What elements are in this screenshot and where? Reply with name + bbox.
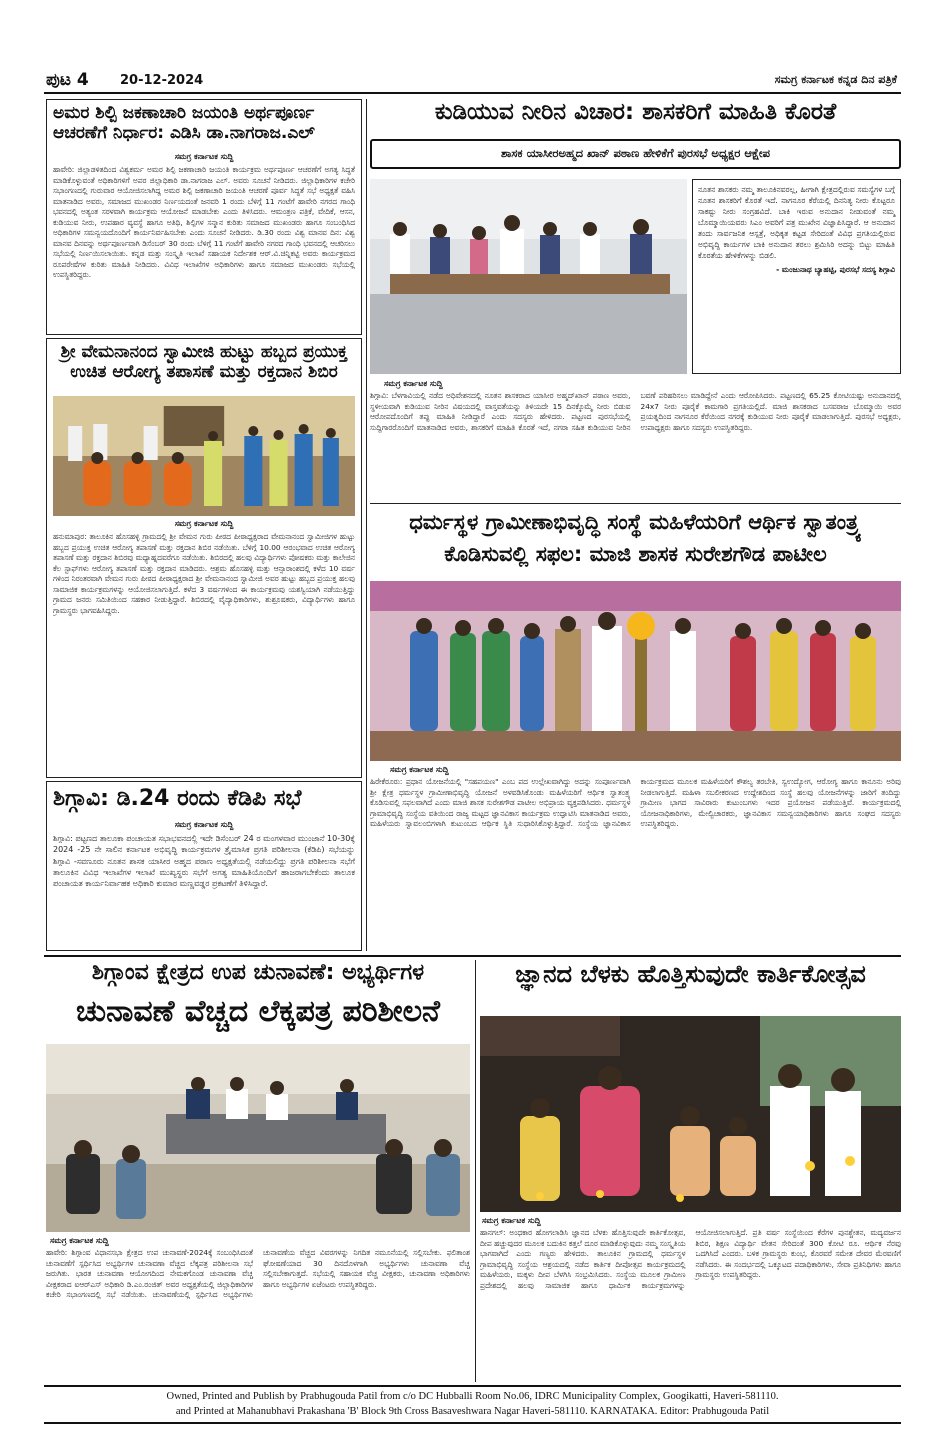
header-rule bbox=[44, 92, 901, 94]
imprint-line-1: Owned, Printed and Publish by Prabhugouda Patil from c/o DC Hubballi Room No.06, IDRC Municipality Complex, Googikatti, Haveri-581110. bbox=[166, 1391, 779, 1402]
footer-rule-top bbox=[44, 1385, 901, 1387]
article-health-camp bbox=[46, 338, 362, 778]
column-divider bbox=[366, 99, 367, 951]
byline: ಸಮಗ್ರ ಕರ್ನಾಟಕ ಸುದ್ದಿ bbox=[50, 1236, 109, 1245]
article-water bbox=[370, 99, 901, 499]
byline: ಸಮಗ್ರ ಕರ್ನಾಟಕ ಸುದ್ದಿ bbox=[482, 1216, 541, 1225]
headline: ಕುಡಿಯುವ ನೀರಿನ ವಿಚಾರ: ಶಾಸಕರಿಗೆ ಮಾಹಿತಿ ಕೊರತೆ bbox=[434, 99, 837, 125]
election-meeting-photo bbox=[46, 1044, 470, 1232]
byline: ಸಮಗ್ರ ಕರ್ನಾಟಕ ಸುದ್ದಿ bbox=[174, 820, 234, 829]
headline: ಜ್ಞಾನದ ಬೆಳಕು ಹೊತ್ತಿಸುವುದೇ ಕಾರ್ತಿಕೋತ್ಸವ bbox=[515, 960, 866, 988]
article-body: ಶಿಗ್ಗಾವಿ: ಬೆಳಗಾವಿಯಲ್ಲಿ ನಡೆದ ಅಧಿವೇಶನದಲ್ಲಿ ನೂತನ ಶಾಸಕರಾದ ಯಾಸೀರ ಅಹ್ಮದ್‌ಖಾನ್ ಪಠಾಣ ಅವರು, ಸ್ಥಳೀಯವಾಗಿ ಕುಡಿಯುವ ನೀರಿನ ವಿಷಯದಲ್ಲಿ ವಾಸ್ತವತೆಯನ್ನು ತಿಳಿಯದೇ 15 ದಿನಕ್ಕೊಮ್ಮೆ ನೀರು ಬಿಡುವ ಆರೋಪದೊಂದಿಗೆ ತಪ್ಪು ಮಾಹಿತಿ ನೀಡಿದ್ದಾರೆ ಎಂದು ಸದಸ್ಯರು ಹೇಳಿದರು. ಪಟ್ಟಣದ ಪುರಸಭೆಯಲ್ಲಿ ಸುದ್ದಿಗಾರರೊಂದಿಗೆ ಮಾತನಾಡಿದ ಅವರು, ಶಾಸಕರಿಗೆ ಮಾಹಿತಿ ಕೊರತೆ ಇದೆ, ನಗರಾ ಸಹಿತ ಕುಡಿಯುವ ನೀರಿನ ಬವಣೆ ಪರಿಹರಿಸಲು ಮಾಡಿದ್ದೇನೆ ಎಂದು ಆರೋಪಿಸಿದರು. ಪಟ್ಟಣದಲ್ಲಿ 65.25 ಕೋಟಿಯಷ್ಟು ಅನುದಾನದಲ್ಲಿ 24x7 ನೀರು ಪೂರೈಕೆ ಕಾಮಗಾರಿ ಪ್ರಗತಿಯಲ್ಲಿದೆ. ಮಾಜಿ ಶಾಸಕರಾದ ಬಸವರಾಜ ಬೊಮ್ಮಾಯಿ ಅವರ ಪ್ರಯತ್ನದಿಂದ ನಾಗನೂರ ಕೆರೆಯಿಂದ ನಗರಕ್ಕೆ ಕುಡಿಯುವ ನೀರು ಪೂರೈಕೆ ಮಾಡಲಾಗುತ್ತಿದೆ. ಪುರಸಭೆ ಅಧ್ಯಕ್ಷರು, ಉಪಾಧ್ಯಕ್ಷರು ಹಾಗೂ ಸದಸ್ಯರು ಉಪಸ್ಥಿತರಿದ್ದರು. bbox=[370, 391, 901, 432]
section-rule bbox=[370, 503, 901, 504]
quote-text: ನೂತನ ಶಾಸಕರು ನಮ್ಮ ತಾಲೂಕಿನವರಲ್ಲ, ಹೀಗಾಗಿ ಕ್ಷೇತ್ರದಲ್ಲಿರುವ ಸಮಸ್ಯೆಗಳ ಬಗ್ಗೆ ನೂತನ ಶಾಸಕರಿಗೆ ಕೊರತೆ ಇದೆ. ನಾಗನೂರ ಕೆರೆಯಲ್ಲಿ ದಿನನಿತ್ಯ ನೀರು ಕೊಟ್ಟರೂ ಸಾಕಷ್ಟು ನೀರು ಸಂಗ್ರಹವಿದೆ. ಬಾಕಿ ಇರುವ ಅನುದಾನ ನೀಡುವಂತೆ ನಮ್ಮ ಬೊಮ್ಮಾಯಿಯವರು ಸಿಎಂ ಅವರಿಗೆ ಪತ್ರ ಮುಖೇನ ವಿಜ್ಞಾಪಿಸಿದ್ದಾರೆ. ಆ ಅನುದಾನ ತಂದು ಸಾರ್ವಜನಿಕ ಆಸ್ಪತ್ರೆ, ಅಧಿಕೃತ ಕಟ್ಟಡ ಸೇರಿದಂತೆ ವಿವಿಧ ಪ್ರಗತಿಯಲ್ಲಿರುವ ಅಭಿವೃದ್ಧಿ ಕಾರ್ಯಗಳ ಬಾಕಿ ಅನುದಾನ ತರಲು ಶ್ರಮಿಸಿರಿ ಅದನ್ನು ಬಿಟ್ಟು ಮಾಹಿತಿ ಕೊರತೆಯ ಹೇಳಿಕೆಗಳನ್ನು ಬಿಡಲಿ. bbox=[698, 185, 895, 260]
headline-line-2: ಚುನಾವಣೆ ವೆಚ್ಚದ ಲೆಕ್ಕಪತ್ರ ಪರಿಶೀಲನೆ bbox=[76, 994, 440, 1029]
section-rule bbox=[44, 955, 901, 957]
article-jakanachari bbox=[46, 99, 362, 335]
article-dharmasthala bbox=[370, 503, 901, 951]
dharmasthala-photo bbox=[370, 581, 901, 761]
karthikotsava-photo-art bbox=[480, 1016, 901, 1212]
headline: ಶ್ರೀ ವೇಮನಾನಂದ ಸ್ವಾಮೀಜಿ ಹುಟ್ಟು ಹಬ್ಬದ ಪ್ರಯುಕ್ತ ಉಚಿತ ಆರೋಗ್ಯ ತಪಾಸಣೆ ಮತ್ತು ರಕ್ತದಾನ ಶಿಬಿರ bbox=[60, 342, 348, 383]
article-body: ಹನುಮಾಪುರ: ತಾಲೂಕಿನ ಹೊಸಹಳ್ಳಿ ಗ್ರಾಮದಲ್ಲಿ ಶ್ರೀ ವೇಮನ ಗುರು ಪೀಠದ ಪೀಠಾಧ್ಯಕ್ಷರಾದ ವೇಮನಾನಂದ ಸ್ವಾಮೀಜಿಗಳ ಹುಟ್ಟು ಹಬ್ಬದ ಪ್ರಯುಕ್ತ ಉಚಿತ ಆರೋಗ್ಯ ತಪಾಸಣೆ ಮತ್ತು ರಕ್ತದಾನ ಶಿಬಿರ ನಡೆಯಿತು. ಬೆಳಿಗ್ಗೆ 10.00 ಆರಂಭವಾದ ಉಚಿತ ಆರೋಗ್ಯ ತಪಾಸಣೆ ಮತ್ತು ರಕ್ತದಾನ ಶಿಬಿರವು ಮಧ್ಯಾಹ್ನದವರೆಗೂ ನಡೆಯಿತು. ಶಿಬಿರದಲ್ಲಿ ಹಲವು ವಿದ್ಯಾರ್ಥಿಗಳು ಪೋಷಕರು ಮತ್ತು ಕಾಲೇಜಿನ ಕೆಲ ಸ್ಟಾಫ್‌ಗಳು ಆರೋಗ್ಯ ತಪಾಸಣೆ ಮತ್ತು ರಕ್ತದಾನ ಮಾಡಿದರು. ಆಶ್ರಮ ಹೊಸಹಳ್ಳಿ ಮತ್ತು ಆನ್ಸಾರಾಂಶದಲ್ಲಿ ಕಳೆದ 10 ವರ್ಷ ಗಳಿಂದ ನಿರಂತರವಾಗಿ ವೇಮನ ಗುರು ಪೀಠದ ಪೀಠಾಧ್ಯಕ್ಷರಾದ ಶ್ರೀ ವೇಮನಾನಂದ ಸ್ವಾಮೀಜಿ ಅವರ ಹುಟ್ಟು ಹಬ್ಬದ ಪ್ರಯುಕ್ತ ಹಲವು ಸಾಮಾಜಿಕ ಕಾರ್ಯಕ್ರಮಗಳನ್ನು ಆಯೋಜಿಸಲಾಗುತ್ತಿದೆ. ಕಳೆದ 3 ವರ್ಷಗಳಿಂದ ಈ ಕಾರ್ಯಕ್ರಮವು ಯಶಸ್ವಿಯಾಗಿ ನಡೆಯುತ್ತಿದ್ದು ಗ್ರಾಮದ ಜನರು ಸಮಿತಿಯಿಂದ ಸಹಕಾರ ನೀಡುತ್ತಿದ್ದಾರೆ. ಶಿಬಿರದಲ್ಲಿ ವೈದ್ಯಾಧಿಕಾರಿಗಳು, ಶುಶ್ರೂಷಕರು, ವಿದ್ಯಾರ್ಥಿಗಳು ಹಾಗೂ ಗ್ರಾಮಸ್ಥರು ಭಾಗವಹಿಸಿದ್ದರು. bbox=[53, 532, 355, 615]
water-meeting-photo-art bbox=[370, 179, 687, 374]
sub-headline: ಶಾಸಕ ಯಾಸೀರಅಹ್ಮದ ಖಾನ್ ಪಠಾಣ ಹೇಳಿಕೆಗೆ ಪುರಸಭೆ ಅಧ್ಯಕ್ಷರ ಆಕ್ಷೇಪ bbox=[370, 139, 901, 169]
byline: ಸಮಗ್ರ ಕರ್ನಾಟಕ ಸುದ್ದಿ bbox=[174, 519, 234, 528]
footer-rule-bottom bbox=[44, 1422, 901, 1424]
column-divider bbox=[475, 960, 476, 1382]
issue-date: 20-12-2024 bbox=[120, 73, 204, 88]
article-election-expense bbox=[46, 960, 470, 1382]
election-meeting-photo-art bbox=[46, 1044, 470, 1232]
pull-quote bbox=[692, 179, 901, 374]
headline-line-1: ಶಿಗ್ಗಾಂವ ಕ್ಷೇತ್ರದ ಉಪ ಚುನಾವಣೆ: ಅಭ್ಯರ್ಥಿಗಳ bbox=[91, 960, 425, 985]
article-kdp-meeting bbox=[46, 781, 362, 951]
article-body: ಹಾವೇರಿ: ಶಿಗ್ಗಾಂವ ವಿಧಾನಸಭಾ ಕ್ಷೇತ್ರದ ಉಪ ಚುನಾವಣೆ-2024ಕ್ಕೆ ಸಂಬಂಧಿಸಿದಂತೆ ಚುನಾವಣೆಗೆ ಸ್ಪರ್ಧಿಸಿದ ಅಭ್ಯರ್ಥಿಗಳ ಚುನಾವಣಾ ವೆಚ್ಚದ ಲೆಕ್ಕಪತ್ರ ಪರಿಶೀಲನಾ ಸಭೆ ಜರುಗಿತು. ಭಾರತ ಚುನಾವಣಾ ಆಯೋಗದಿಂದ ನೇಮಕಗೊಂಡ ಚುನಾವಣಾ ವೆಚ್ಚ ವೀಕ್ಷಕರಾದ ಐಆರ್‌ಎಸ್ ಅಧಿಕಾರಿ ಡಿ.ಎಂ.ರಂಜಿತ್ ಅವರ ಅಧ್ಯಕ್ಷತೆಯಲ್ಲಿ ಜಿಲ್ಲಾಧಿಕಾರಿಗಳ ಕಚೇರಿ ಸಭಾಂಗಣದಲ್ಲಿ ಸಭೆ ನಡೆಯಿತು. ಚುನಾವಣೆಯಲ್ಲಿ ಸ್ಪರ್ಧಿಸಿದ ಅಭ್ಯರ್ಥಿಗಳು ಚುನಾವಣೆಯ ವೆಚ್ಚದ ವಿವರಗಳನ್ನು ನಿಗದಿತ ನಮೂನೆಯಲ್ಲಿ ಸಲ್ಲಿಸಬೇಕು. ಫಲಿತಾಂಶ ಘೋಷಣೆಯಾದ 30 ದಿನದೊಳಗಾಗಿ ಅಭ್ಯರ್ಥಿಗಳು ಚುನಾವಣಾ ವೆಚ್ಚ ಸಲ್ಲಿಸಬೇಕಾಗುತ್ತದೆ. ಸಭೆಯಲ್ಲಿ ಸಹಾಯಕ ವೆಚ್ಚ ವೀಕ್ಷಕರು, ಚುನಾವಣಾ ಅಧಿಕಾರಿಗಳು ಹಾಗೂ ಅಭ್ಯರ್ಥಿಗಳ ಏಜೆಂಟರು ಉಪಸ್ಥಿತರಿದ್ದರು. bbox=[46, 1248, 470, 1300]
article-body: ಹಿರೇಕೆರೂರು: ಪ್ರಧಾನ ಯೋಜನೆಯಲ್ಲಿ "ಸಹಪಯಣ" ಎಂಬ ಪದ ಉಲ್ಲೇಖವಾಗಿದ್ದು ಅದನ್ನು ಸಂಪೂರ್ಣವಾಗಿ ಶ್ರೀ ಕ್ಷೇತ್ರ ಧರ್ಮಸ್ಥಳ ಗ್ರಾಮೀಣಾಭಿವೃದ್ಧಿ ಯೋಜನೆ ಅಳವಡಿಸಿಕೊಂಡು ಮಹಿಳೆಯರಿಗೆ ಆರ್ಥಿಕ ಸ್ವಾತಂತ್ರ್ಯ ಕೊಡಿಸುವಲ್ಲಿ ಸಫಲವಾಗಿದೆ ಎಂದು ಮಾಜಿ ಶಾಸಕ ಸುರೇಶಗೌಡ ಪಾಟೀಲ ಅಭಿಪ್ರಾಯ ವ್ಯಕ್ತಪಡಿಸಿದರು. ಧರ್ಮಸ್ಥಳ ಗ್ರಾಮಾಭಿವೃದ್ಧಿ ಸಂಸ್ಥೆಯ ವತಿಯಿಂದ ರಾಜ್ಯ ಮಟ್ಟದ ಜ್ಞಾನವಿಕಾಸ ಕಾರ್ಯಕ್ರಮ ಉದ್ಘಾಟಿಸಿ ಮಾತನಾಡಿದ ಅವರು, ಮಹಿಳೆಯರು ಸ್ವಾವಲಂಬಿಗಳಾಗಿ ಕುಟುಂಬದ ಆರ್ಥಿಕ ಸ್ಥಿತಿ ಸುಧಾರಿಸಿಕೊಳ್ಳುತ್ತಿದ್ದಾರೆ. ಸಂಸ್ಥೆಯ ಜ್ಞಾನವಿಕಾಸ ಕಾರ್ಯಕ್ರಮದ ಮೂಲಕ ಮಹಿಳೆಯರಿಗೆ ಕೌಶಲ್ಯ ತರಬೇತಿ, ಸ್ವಉದ್ಯೋಗ, ಆರೋಗ್ಯ ಹಾಗೂ ಕಾನೂನು ಅರಿವು ನೀಡಲಾಗುತ್ತಿದೆ. ಮಹಿಳಾ ಸಬಲೀಕರಣದ ಉದ್ದೇಶದಿಂದ ಸಂಸ್ಥೆ ಹಲವು ಯೋಜನೆಗಳನ್ನು ಜಾರಿಗೆ ತಂದಿದ್ದು ಗ್ರಾಮೀಣ ಭಾಗದ ಸಾವಿರಾರು ಕುಟುಂಬಗಳು ಇದರ ಪ್ರಯೋಜನ ಪಡೆಯುತ್ತಿವೆ. ಕಾರ್ಯಕ್ರಮದಲ್ಲಿ ಯೋಜನಾಧಿಕಾರಿಗಳು, ಮೇಲ್ವಿಚಾರಕರು, ಜ್ಞಾನವಿಕಾಸ ಸಮನ್ವಯಾಧಿಕಾರಿಗಳು ಹಾಗೂ ಸಂಘದ ಸದಸ್ಯರು ಉಪಸ್ಥಿತರಿದ್ದರು. bbox=[370, 777, 901, 829]
health-camp-photo-art bbox=[53, 396, 355, 516]
imprint-line-2: and Printed at Mahanubhavi Prakashana 'B' Block 9th Cross Basaveshwara Nagar Haveri-581110. KARNATAKA. Editor: Prabhugouda Patil bbox=[175, 1406, 770, 1417]
byline: ಸಮಗ್ರ ಕರ್ನಾಟಕ ಸುದ್ದಿ bbox=[390, 765, 449, 774]
paper-tagline: ಸಮಗ್ರ ಕರ್ನಾಟಕ ಕನ್ನಡ ದಿನ ಪತ್ರಿಕೆ bbox=[774, 73, 897, 86]
headline: ಅಮರ ಶಿಲ್ಪಿ ಜಕಣಾಚಾರಿ ಜಯಂತಿ ಅರ್ಥಪೂರ್ಣ ಆಚರಣೆಗೆ ನಿರ್ಧಾರ: ಎಡಿಸಿ ಡಾ.ನಾಗರಾಜ.ಎಲ್ bbox=[53, 103, 315, 144]
headline: ಶಿಗ್ಗಾವಿ: ಡಿ.24 ರಂದು ಕೆಡಿಪಿ ಸಭೆ bbox=[53, 786, 302, 811]
health-camp-photo bbox=[53, 396, 355, 516]
article-karthikotsava bbox=[480, 960, 901, 1382]
headline: ಧರ್ಮಸ್ಥಳ ಗ್ರಾಮೀಣಾಭಿವೃದ್ಧಿ ಸಂಸ್ಥೆ ಮಹಿಳೆಯರಿಗೆ ಆರ್ಥಿಕ ಸ್ವಾತಂತ್ರ್ಯ ಕೊಡಿಸುವಲ್ಲಿ ಸಫಲ: ಮಾಜಿ ಶಾಸಕ ಸುರೇಶಗೌಡ ಪಾಟೀಲ bbox=[409, 510, 862, 566]
dharmasthala-photo-art bbox=[370, 581, 901, 761]
page-number: ಪುಟ 4 bbox=[46, 70, 89, 90]
article-body: ಶಿಗ್ಗಾವಿ: ಪಟ್ಟಣದ ತಾಲೂಕಾ ಪಂಚಾಯತ ಸಭಾಭವನದಲ್ಲಿ ಇದೇ ಡಿಸೆಂಬರ್ 24 ರ ಮಂಗಳವಾರ ಮುಂಜಾನೆ 10-30ಕ್ಕೆ 2024 -25 ನೇ ಸಾಲಿನ ಕರ್ನಾಟಕ ಅಭಿವೃದ್ಧಿ ಕಾರ್ಯಕ್ರಮಗಳ ತ್ರೈಮಾಸಿಕ ಪ್ರಗತಿ ಪರಿಶೀಲನಾ (ಕೆಡಿಪಿ) ಸಭೆಯನ್ನು ಶಿಗ್ಗಾವಿ -ಸವಣೂರು ನೂತನ ಶಾಸಕ ಯಾಸೀರ ಅಹ್ಮದ ಪಠಾಣ ಅಧ್ಯಕ್ಷತೆಯಲ್ಲಿ ನಡೆಯಲಿದ್ದು ಪ್ರಗತಿ ಪರಿಶೀಲನಾ ಸಭೆಗೆ ತಾಲೂಕಿನ ವಿವಿಧ ಇಲಾಖೆಗಳ ಇಲಾಖೆ ಮುಖ್ಯಸ್ಥರು ಸಭೆಗೆ ಅಗತ್ಯ ಮಾಹಿತಿಯೊಂದಿಗೆ ಹಾಜರಾಗಬೇಕೆಂದು ತಾಲೂಕ ಪಂಚಾಯತ ಕಾರ್ಯನಿರ್ವಾಹಕ ಅಧಿಕಾರಿ ಕುಮಾರ ಮಣ್ಣವಡ್ಡರ ಪ್ರಕಟಣೆಗೆ ತಿಳಿಸಿದ್ದಾರೆ. bbox=[53, 834, 355, 889]
article-body: ಹಾನಗಲ್: ಅಂಧಕಾರ ಹೋಗಲಾಡಿಸಿ ಜ್ಞಾನದ ಬೆಳಕು ಹೊತ್ತಿಸುವುದೇ ಕಾರ್ತಿಕೋತ್ಸವ, ದೀಪ ಹಚ್ಚುವುದರ ಮೂಲಕ ಬದುಕಿನ ಕತ್ತಲೆ ದೂರ ಮಾಡಿಕೊಳ್ಳುವುದು ನಮ್ಮ ಸಂಸ್ಕೃತಿಯ ಭಾಗವಾಗಿದೆ ಎಂದು ಗಣ್ಯರು ಹೇಳಿದರು. ತಾಲೂಕಿನ ಗ್ರಾಮದಲ್ಲಿ ಧರ್ಮಸ್ಥಳ ಗ್ರಾಮಾಭಿವೃದ್ಧಿ ಸಂಸ್ಥೆಯ ಆಶ್ರಯದಲ್ಲಿ ನಡೆದ ಕಾರ್ತಿಕ ದೀಪೋತ್ಸವ ಕಾರ್ಯಕ್ರಮದಲ್ಲಿ ಮಹಿಳೆಯರು, ಮಕ್ಕಳು ದೀಪ ಬೆಳಗಿಸಿ ಸಂಭ್ರಮಿಸಿದರು. ಸಂಸ್ಥೆಯ ಮೂಲಕ ಗ್ರಾಮೀಣ ಪ್ರದೇಶದಲ್ಲಿ ಹಲವು ಸಾಮಾಜಿಕ ಹಾಗೂ ಧಾರ್ಮಿಕ ಕಾರ್ಯಕ್ರಮಗಳನ್ನು ಆಯೋಜಿಸಲಾಗುತ್ತಿದೆ. ಪ್ರತಿ ವರ್ಷ ಸಂಸ್ಥೆಯಿಂದ ಕೆರೆಗಳ ಪುನಶ್ಚೇತನ, ಮದ್ಯವರ್ಜನ ಶಿಬಿರ, ಶಿಕ್ಷಣ ವಿದ್ಯಾರ್ಥಿ ವೇತನ ಸೇರಿದಂತೆ 300 ಕೋಟಿ ರೂ. ಆರ್ಥಿಕ ನೆರವು ಒದಗಿಸಿದೆ ಎಂದರು. ಬಳಿಕ ಗ್ರಾಮಸ್ಥರು ಕುಂಭ, ಕೊರವರೆ ಸಮೇತ ದೇವರ ಮೆರವಣಿಗೆ ನಡೆಸಿದರು. ಈ ಸಂದರ್ಭದಲ್ಲಿ ಒಕ್ಕೂಟದ ಪದಾಧಿಕಾರಿಗಳು, ಸೇವಾ ಪ್ರತಿನಿಧಿಗಳು ಹಾಗೂ ಗ್ರಾಮಸ್ಥರು ಉಪಸ್ಥಿತರಿದ್ದರು. bbox=[480, 1228, 901, 1290]
article-body: ಹಾವೇರಿ: ಜಿಲ್ಲಾಡಳಿತದಿಂದ ವಿಶ್ವಕರ್ಮ ಅಮರ ಶಿಲ್ಪಿ ಜಕಣಾಚಾರಿ ಜಯಂತಿ ಕಾರ್ಯಕ್ರಮ ಅರ್ಥಪೂರ್ಣ ಆಚರಣೆಗೆ ಅಗತ್ಯ ಸಿದ್ಧತೆ ಮಾಡಿಕೊಳ್ಳುವಂತೆ ಅಧಿಕಾರಿಗಳಿಗೆ ಅಪರ ಜಿಲ್ಲಾಧಿಕಾರಿ ಡಾ.ನಾಗರಾಜ ಎಲ್. ಅವರು ಸೂಚನೆ ನೀಡಿದರು. ಜಿಲ್ಲಾಧಿಕಾರಿಗಳ ಕಚೇರಿ ಸಭಾಂಗಣದಲ್ಲಿ ಗುರುವಾರ ಆಯೋಜಿಸಲಾಗಿದ್ದ ಅಮರ ಶಿಲ್ಪಿ ಜಕಣಾಚಾರಿ ಜಯಂತಿ ಆಚರಣೆ ಪೂರ್ವ ಸಿದ್ಧತೆ ಸಭೆ ಅಧ್ಯಕ್ಷತೆ ವಹಿಸಿ ಮಾತನಾಡಿದ ಅವರು, ಸಮಾಜದ ಮುಖಂಡರ ನಿರ್ಣಯದಂತೆ ಜನವರಿ 1 ರಂದು ಬೆಳಿಗ್ಗೆ 11 ಗಂಟೆಗೆ ಹಾವೇರಿ ನಗರದ ಗಾಂಧಿ ಭವನದಲ್ಲಿ ಅತ್ಯಂತ ಸರಳವಾಗಿ ಕಾರ್ಯಕ್ರಮ ಆಯೋಜನೆ ಮಾಡಬೇಕು ಎಂದು ತಿಳಿಸಿದರು. ಆಮಂತ್ರಣ ಪತ್ರಿಕೆ, ವೇದಿಕೆ, ಆಸನ, ಕುಡಿಯುವ ನೀರು, ಉಪಹಾರ ವ್ಯವಸ್ಥೆ ಹಾಗೂ ಅತಿಥಿ, ಶಿಲ್ಪಿಗಳ ಸನ್ಮಾನ ಕುರಿತು ಸಮಾಜದ ಮುಖಂಡರು ಹಾಗೂ ಸಂಬಂಧಿಸಿದ ಅಧಿಕಾರಿಗಳ ಸಮನ್ವಯದೊಂದಿಗೆ ಕಾರ್ಯನಿರ್ವಹಿಸಬೇಕು ಎಂದು ಸೂಚನೆ ನೀಡಿದರು. ಡಿ.30 ರಂದು ವಿಶ್ವ ಮಾನವ ದಿನ: ವಿಶ್ವ ಮಾನವ ದಿನವನ್ನು ಅರ್ಥಪೂರ್ಣವಾಗಿ ಡಿಸೆಂಬರ್ 30 ರಂದು ಬೆಳಿಗ್ಗೆ 11 ಗಂಟೆಗೆ ಹಾವೇರಿ ನಗರದ ಗಾಂಧಿ ಭವನದಲ್ಲಿ ಆಚರಿಸಲು ಸಭೆಯಲ್ಲಿ ನಿರ್ಣಯಿಸಲಾಯಿತು. ಕನ್ನಡ ಮತ್ತು ಸಂಸ್ಕೃತಿ ಇಲಾಖೆ ಸಹಾಯಕ ನಿರ್ದೇಶಕ ಆರ್.ವಿ.ಚಿನ್ನಿಕಟ್ಟಿ ಅವರು ಕಾರ್ಯಕ್ರಮದ ರೂಪರೇಷೆಗಳ ಕುರಿತು ಮಾಹಿತಿ ನೀಡಿದರು. ವಿವಿಧ ಇಲಾಖೆಗಳ ಅಧಿಕಾರಿಗಳು ಹಾಗೂ ಸಮಾಜದ ಮುಖಂಡರು ಸಭೆಯಲ್ಲಿ ಉಪಸ್ಥಿತರಿದ್ದರು. bbox=[53, 165, 355, 280]
karthikotsava-photo bbox=[480, 1016, 901, 1212]
quote-attribution: - ಮಂಜುನಾಥ ಬ್ಯಾಹಟ್ಟಿ, ಪುರಸಭೆ ಸದಸ್ಯ ಶಿಗ್ಗಾವಿ bbox=[776, 265, 895, 274]
byline: ಸಮಗ್ರ ಕರ್ನಾಟಕ ಸುದ್ದಿ bbox=[384, 379, 443, 388]
byline: ಸಮಗ್ರ ಕರ್ನಾಟಕ ಸುದ್ದಿ bbox=[174, 152, 234, 161]
water-meeting-photo bbox=[370, 179, 687, 374]
